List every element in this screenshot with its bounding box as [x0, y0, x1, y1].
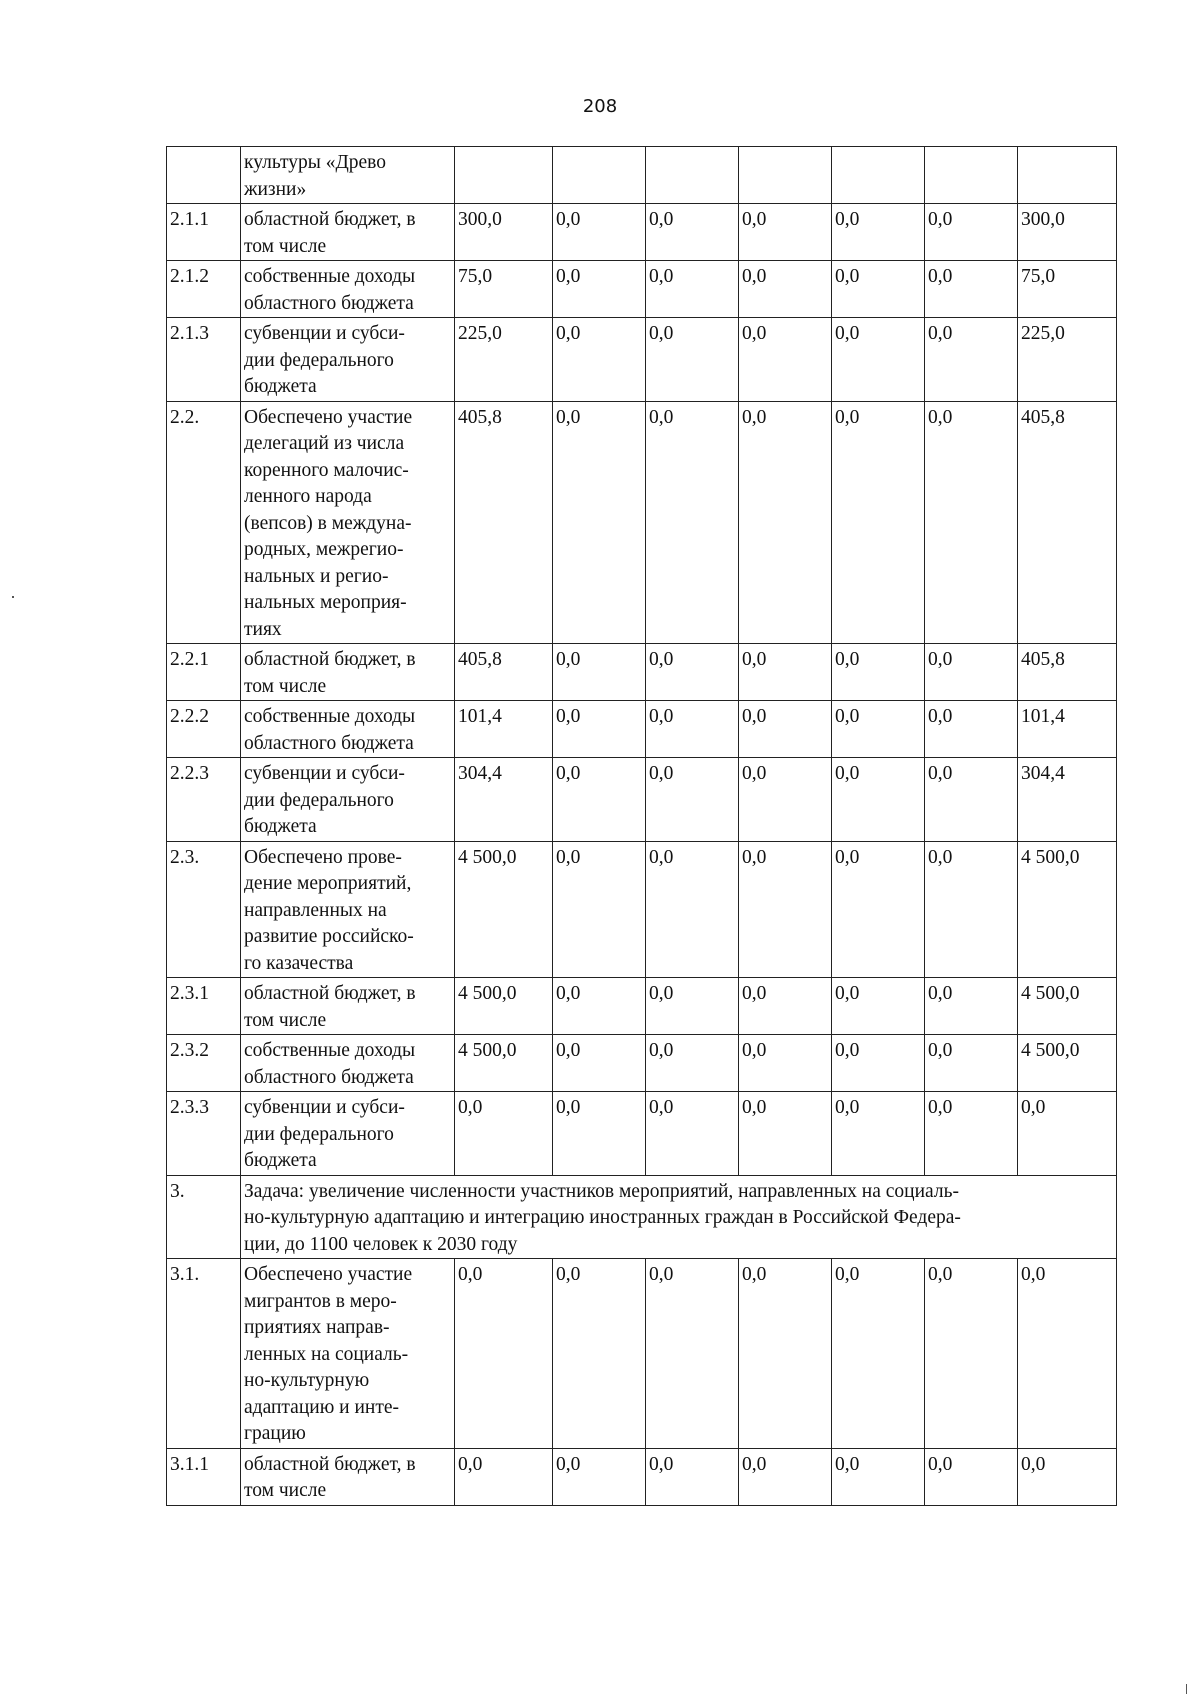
- value-cell: 0,0: [553, 701, 646, 758]
- row-name: Обеспечено участие мигрантов в меро- приятиях направ- ленных на социаль- но-культурную адаптацию и инте- грацию: [241, 1259, 455, 1449]
- value-cell: 0,0: [553, 841, 646, 978]
- value-cell: 0,0: [739, 1448, 832, 1505]
- value-cell: 0,0: [553, 401, 646, 644]
- row-number: 2.2.: [167, 401, 241, 644]
- row-name: собственные доходы областного бюджета: [241, 261, 455, 318]
- table-row: [167, 401, 1117, 644]
- value-cell: 0,0: [832, 318, 925, 402]
- budget-table: [166, 146, 1117, 1506]
- value-cell: 0,0: [832, 1448, 925, 1505]
- value-cell: 0,0: [455, 1092, 553, 1176]
- value-cell: 0,0: [455, 1448, 553, 1505]
- value-cell: 304,4: [1018, 758, 1117, 842]
- value-cell: 304,4: [455, 758, 553, 842]
- row-name: областной бюджет, в том числе: [241, 1448, 455, 1505]
- value-cell: 0,0: [646, 1448, 739, 1505]
- value-cell: 0,0: [925, 978, 1018, 1035]
- value-cell: 0,0: [832, 841, 925, 978]
- value-cell: 0,0: [553, 978, 646, 1035]
- value-cell: 0,0: [1018, 1092, 1117, 1176]
- task-number: 3.: [167, 1175, 241, 1259]
- row-number: 2.3.1: [167, 978, 241, 1035]
- value-cell: 0,0: [739, 318, 832, 402]
- row-number: 3.1.: [167, 1259, 241, 1449]
- value-cell: 0,0: [925, 644, 1018, 701]
- row-name: Обеспечено прове- дение мероприятий, направленных на развитие российско- го казачества: [241, 841, 455, 978]
- value-cell: 0,0: [1018, 1448, 1117, 1505]
- value-cell: 0,0: [832, 1035, 925, 1092]
- row-name: собственные доходы областного бюджета: [241, 701, 455, 758]
- value-cell: 0,0: [925, 1259, 1018, 1449]
- value-cell: 4 500,0: [1018, 841, 1117, 978]
- value-cell: 0,0: [832, 401, 925, 644]
- table-row: [167, 644, 1117, 701]
- value-cell: 0,0: [832, 261, 925, 318]
- value-cell: 225,0: [455, 318, 553, 402]
- row-number: 2.1.1: [167, 204, 241, 261]
- value-cell: 0,0: [739, 401, 832, 644]
- value-cell: 0,0: [553, 758, 646, 842]
- value-cell: [925, 147, 1018, 204]
- value-cell: 0,0: [455, 1259, 553, 1449]
- value-cell: 405,8: [1018, 401, 1117, 644]
- row-name: культуры «Древо жизни»: [241, 147, 455, 204]
- scan-mark-bottom: [1186, 1684, 1187, 1694]
- scan-mark-left: [12, 596, 14, 598]
- value-cell: [455, 147, 553, 204]
- page-number: 208: [582, 96, 618, 117]
- value-cell: 0,0: [646, 644, 739, 701]
- value-cell: 0,0: [739, 841, 832, 978]
- table-row: [167, 261, 1117, 318]
- value-cell: 0,0: [553, 1259, 646, 1449]
- value-cell: 0,0: [646, 204, 739, 261]
- table-row: [167, 1448, 1117, 1505]
- value-cell: 405,8: [455, 401, 553, 644]
- value-cell: 0,0: [646, 841, 739, 978]
- row-number: 2.3.3: [167, 1092, 241, 1176]
- value-cell: 0,0: [832, 758, 925, 842]
- value-cell: 75,0: [455, 261, 553, 318]
- table-row: [167, 1092, 1117, 1176]
- value-cell: 0,0: [832, 204, 925, 261]
- table-row: [167, 1035, 1117, 1092]
- value-cell: 4 500,0: [455, 1035, 553, 1092]
- value-cell: 0,0: [553, 204, 646, 261]
- value-cell: 101,4: [1018, 701, 1117, 758]
- row-name: собственные доходы областного бюджета: [241, 1035, 455, 1092]
- value-cell: 0,0: [739, 1035, 832, 1092]
- value-cell: 0,0: [925, 841, 1018, 978]
- value-cell: 0,0: [925, 204, 1018, 261]
- row-name: субвенции и субси- дии федерального бюджета: [241, 318, 455, 402]
- value-cell: 0,0: [925, 1092, 1018, 1176]
- value-cell: 75,0: [1018, 261, 1117, 318]
- value-cell: 0,0: [646, 318, 739, 402]
- value-cell: 0,0: [646, 1259, 739, 1449]
- value-cell: 0,0: [832, 644, 925, 701]
- row-number: 2.2.2: [167, 701, 241, 758]
- value-cell: 0,0: [832, 978, 925, 1035]
- value-cell: [553, 147, 646, 204]
- table-body: [167, 147, 1117, 1506]
- value-cell: 0,0: [832, 1092, 925, 1176]
- value-cell: [832, 147, 925, 204]
- table-row: [167, 701, 1117, 758]
- row-name: субвенции и субси- дии федерального бюджета: [241, 1092, 455, 1176]
- row-number: 2.1.3: [167, 318, 241, 402]
- value-cell: 0,0: [925, 318, 1018, 402]
- row-name: областной бюджет, в том числе: [241, 644, 455, 701]
- value-cell: 0,0: [646, 701, 739, 758]
- value-cell: 300,0: [455, 204, 553, 261]
- row-number: 3.1.1: [167, 1448, 241, 1505]
- value-cell: 0,0: [739, 1259, 832, 1449]
- value-cell: 4 500,0: [455, 978, 553, 1035]
- row-name: областной бюджет, в том числе: [241, 978, 455, 1035]
- value-cell: [739, 147, 832, 204]
- value-cell: 405,8: [1018, 644, 1117, 701]
- task-row: [167, 1175, 1117, 1259]
- row-number: 2.2.1: [167, 644, 241, 701]
- value-cell: 101,4: [455, 701, 553, 758]
- value-cell: 0,0: [925, 261, 1018, 318]
- table-row: [167, 318, 1117, 402]
- row-name: субвенции и субси- дии федерального бюджета: [241, 758, 455, 842]
- table-row: [167, 841, 1117, 978]
- value-cell: 0,0: [646, 1035, 739, 1092]
- value-cell: 0,0: [739, 204, 832, 261]
- value-cell: 0,0: [553, 644, 646, 701]
- value-cell: 0,0: [832, 1259, 925, 1449]
- value-cell: 0,0: [925, 1035, 1018, 1092]
- value-cell: 0,0: [1018, 1259, 1117, 1449]
- row-number: 2.3.: [167, 841, 241, 978]
- table-row: [167, 1259, 1117, 1449]
- table-row: [167, 147, 1117, 204]
- row-number: 2.1.2: [167, 261, 241, 318]
- row-number: 2.3.2: [167, 1035, 241, 1092]
- value-cell: 0,0: [646, 978, 739, 1035]
- value-cell: 0,0: [739, 978, 832, 1035]
- value-cell: 0,0: [832, 701, 925, 758]
- value-cell: 0,0: [646, 401, 739, 644]
- value-cell: 0,0: [739, 701, 832, 758]
- table-row: [167, 978, 1117, 1035]
- value-cell: 0,0: [925, 1448, 1018, 1505]
- row-number: 2.2.3: [167, 758, 241, 842]
- value-cell: 0,0: [925, 758, 1018, 842]
- value-cell: 4 500,0: [1018, 1035, 1117, 1092]
- value-cell: [1018, 147, 1117, 204]
- value-cell: 405,8: [455, 644, 553, 701]
- row-name: областной бюджет, в том числе: [241, 204, 455, 261]
- value-cell: 225,0: [1018, 318, 1117, 402]
- value-cell: 0,0: [553, 1035, 646, 1092]
- value-cell: 0,0: [646, 1092, 739, 1176]
- value-cell: 0,0: [739, 758, 832, 842]
- value-cell: 0,0: [553, 261, 646, 318]
- value-cell: 300,0: [1018, 204, 1117, 261]
- value-cell: 0,0: [739, 644, 832, 701]
- table-row: [167, 204, 1117, 261]
- value-cell: 4 500,0: [455, 841, 553, 978]
- task-text: Задача: увеличение численности участников мероприятий, направленных на социаль- но-культурную адаптацию и интеграцию иностранных граждан в Российской Федера- ции, до 1100 человек к 2030 году: [241, 1175, 1117, 1259]
- value-cell: 4 500,0: [1018, 978, 1117, 1035]
- row-name: Обеспечено участие делегаций из числа коренного малочис- ленного народа (вепсов) в междуна- родных, межрегио- нальных и регио- нальных мероприя- тиях: [241, 401, 455, 644]
- value-cell: 0,0: [646, 758, 739, 842]
- table-row: [167, 758, 1117, 842]
- value-cell: 0,0: [553, 1092, 646, 1176]
- value-cell: [646, 147, 739, 204]
- value-cell: 0,0: [739, 1092, 832, 1176]
- value-cell: 0,0: [925, 401, 1018, 644]
- value-cell: 0,0: [553, 318, 646, 402]
- row-number: [167, 147, 241, 204]
- value-cell: 0,0: [646, 261, 739, 318]
- value-cell: 0,0: [553, 1448, 646, 1505]
- value-cell: 0,0: [925, 701, 1018, 758]
- value-cell: 0,0: [739, 261, 832, 318]
